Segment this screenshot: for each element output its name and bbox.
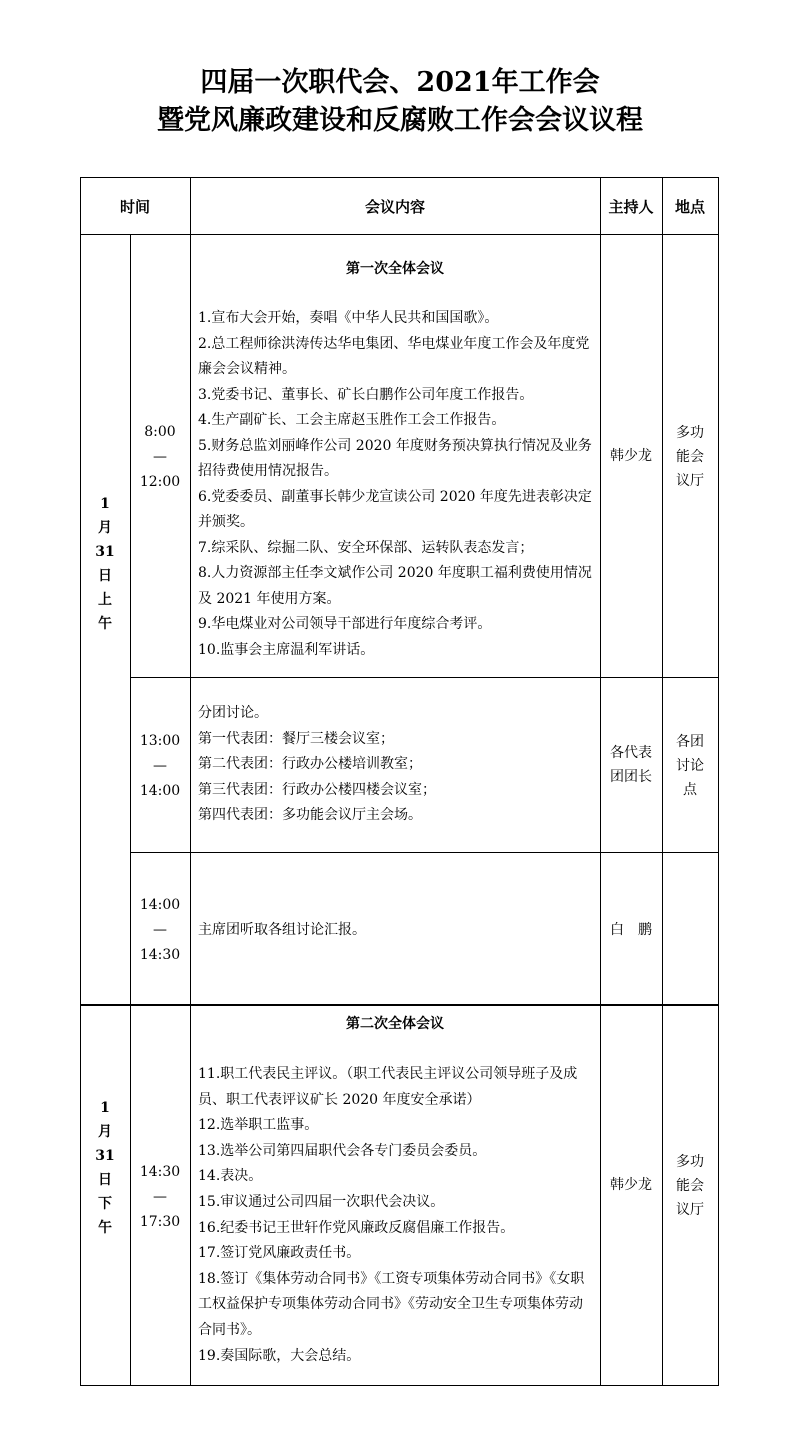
session4-time: 14:30 — 17:30 xyxy=(139,1164,181,1230)
agenda-item: 3.党委书记、董事长、矿长白鹏作公司年度工作报告。 xyxy=(198,386,534,403)
session4-place: 多功 能会 议厅 xyxy=(676,1154,704,1218)
session1-title: 第一次全体会议 xyxy=(346,261,444,277)
session1-host: 韩少龙 xyxy=(610,448,652,464)
session4-items xyxy=(198,1062,596,1369)
session1-place: 多功 能会 议厅 xyxy=(676,425,704,489)
agenda-item: 6.党委委员、副董事长韩少龙宣读公司 2020 年度先进表彰决定并颁奖。 xyxy=(198,488,592,530)
agenda-item: 15.审议通过公司四届一次职代会决议。 xyxy=(198,1193,445,1210)
header-host: 主持人 xyxy=(608,197,654,216)
agenda-item: 第二代表团：行政办公楼培训教室； xyxy=(198,756,422,772)
day-label-afternoon: 1 月 31 日 下 午 xyxy=(95,1100,115,1236)
agenda-item: 1.宣布大会开始，奏唱《中华人民共和国国歌》。 xyxy=(198,310,499,326)
session2-time: 13:00 — 14:00 xyxy=(139,733,181,799)
header-place: 地点 xyxy=(674,197,705,216)
agenda-item: 18.签订《集体劳动合同书》《工资专项集体劳动合同书》《女职工权益保护专项集体劳动合同书》《劳动安全卫生专项集体劳动合同书》。 xyxy=(198,1270,585,1338)
agenda-item: 4.生产副矿长、工会主席赵玉胜作工会工作报告。 xyxy=(198,412,506,428)
agenda-item: 8.人力资源部主任李文斌作公司 2020 年度职工福利费使用情况及 2021 年使用方案。 xyxy=(198,565,592,607)
session2-host: 各代表 团团长 xyxy=(610,745,652,785)
session4-title: 第二次全体会议 xyxy=(346,1016,444,1032)
header-content: 会议内容 xyxy=(364,197,425,216)
header-time: 时间 xyxy=(119,197,150,216)
agenda-item: 17.签订党风廉政责任书。 xyxy=(198,1245,361,1262)
agenda-item: 19.奏国际歌，大会总结。 xyxy=(198,1347,361,1364)
agenda-item: 5.财务总监刘丽峰作公司 2020 年度财务预决算执行情况及业务招待费使用情况报告。 xyxy=(198,437,592,479)
session2-place: 各团 讨论 点 xyxy=(676,734,704,798)
agenda-item: 10.监事会主席温利军讲话。 xyxy=(198,641,375,658)
session2-items xyxy=(198,701,596,829)
session1-items xyxy=(198,306,596,663)
agenda-item: 分团讨论。 xyxy=(198,705,268,721)
agenda-item: 16.纪委书记王世轩作党风廉政反腐倡廉工作报告。 xyxy=(198,1219,515,1236)
session1-time: 8:00 — 12:00 xyxy=(139,424,181,490)
agenda-item: 12.选举职工监事。 xyxy=(198,1117,319,1134)
agenda-item: 9.华电煤业对公司领导干部进行年度综合考评。 xyxy=(198,616,492,632)
agenda-item: 第一代表团：餐厅三楼会议室； xyxy=(198,730,394,747)
session3-content: 主席团听取各组讨论汇报。 xyxy=(198,922,366,938)
agenda-item: 13.选举公司第四届职代会各专门委员会委员。 xyxy=(198,1142,487,1159)
session3-host: 白 鹏 xyxy=(610,922,652,938)
agenda-item: 7.综采队、综掘二队、安全环保部、运转队表态发言； xyxy=(198,539,534,556)
agenda-item: 第三代表团：行政办公楼四楼会议室； xyxy=(198,781,436,798)
document-title-line1: 四届一次职代会、2021年工作会 xyxy=(200,67,600,98)
agenda-item: 11.职工代表民主评议。（职工代表民主评议公司领导班子及成员、职工代表评议矿长 2020 年度安全承诺） xyxy=(198,1066,578,1108)
session3-time: 14:00 — 14:30 xyxy=(139,897,181,963)
agenda-item: 第四代表团：多功能会议厅主会场。 xyxy=(198,807,422,823)
agenda-item: 14.表决。 xyxy=(198,1168,263,1185)
day-label-morning: 1 月 31 日 上 午 xyxy=(95,496,115,632)
session4-host: 韩少龙 xyxy=(610,1177,652,1193)
agenda-item: 2.总工程师徐洪涛传达华电集团、华电煤业年度工作会及年度党廉会会议精神。 xyxy=(198,335,590,377)
document-title-line2: 暨党风廉政建设和反腐败工作会会议议程 xyxy=(157,105,643,136)
